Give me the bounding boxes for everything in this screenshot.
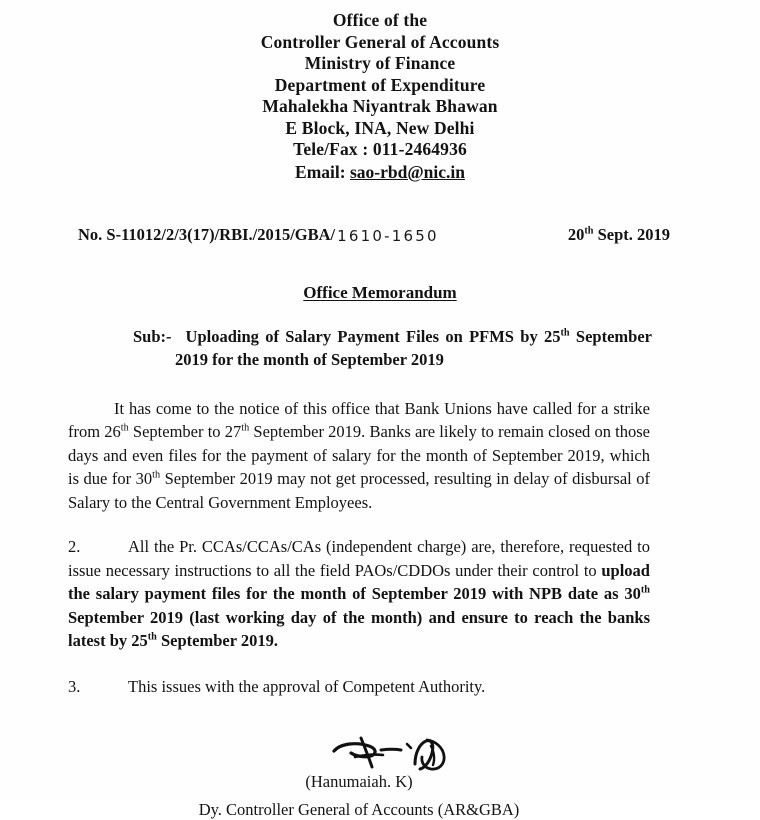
p1-segment-3: September 2019. Banks are likely to remain closed on those days and even files for the payment of salary for the month of September 2019, which is due for 30 [68,422,650,488]
p1-segment-4: September 2019 may not get processed, resulting in delay of disbursal of Salary to the Central Government Employees. [68,469,650,512]
letterhead-line-ministry: Ministry of Finance [0,53,760,75]
document-date [568,225,682,245]
subject-ordinal-suffix: th [561,327,570,338]
p2-bold-instruction-1: upload the salary payment files for the month of September 2019 with NPB date as 30 [68,561,650,604]
reference-number-handwritten: 1610-1650 [335,227,439,245]
paragraph-2 [68,535,650,653]
paragraph-3 [68,675,650,699]
p1-segment-2: September to 27 [129,422,242,441]
p2-ordinal-30th: th [641,585,650,596]
signatory-designation: Dy. Controller General of Accounts (AR&GBA) [68,800,650,820]
reference-row [0,225,760,245]
p2-bold-instruction-2: September 2019 (last working day of the month) and ensure to reach the banks latest by 25 [68,608,650,651]
subject-text-part1: Uploading of Salary Payment Files on PFMS by 25 [186,327,561,346]
date-ordinal-suffix: th [584,225,593,236]
p1-ordinal-27th: th [241,423,249,434]
paragraph-1 [68,397,650,515]
p2-segment-1: All the Pr. CCAs/CCAs/CAs (independent charge) are, therefore, requested to issue necessary instructions to all the field PAOs/CDDOs under their control to [68,537,650,580]
letterhead-line-department: Department of Expenditure [0,75,760,97]
reference-number-printed: No. S-11012/2/3(17)/RBI./2015/GBA/ [78,225,335,244]
p1-segment-1: It has come to the notice of this office that Bank Unions have called for a strike from 26 [68,399,650,442]
date-day: 20 [568,225,585,244]
paragraph-3-number: 3. [68,675,128,699]
date-month-year: Sept. 2019 [593,225,670,244]
page-title [0,283,760,303]
p3-text: This issues with the approval of Competent Authority. [128,677,485,696]
p2-ordinal-25th: th [148,632,157,643]
letterhead [0,0,760,183]
reference-number [78,225,439,245]
paragraph-2-number: 2. [68,535,128,559]
p1-ordinal-26th: th [121,423,129,434]
email-address-link[interactable]: sao-rbd@nic.in [350,162,465,182]
letterhead-line-bhawan: Mahalekha Niyantrak Bhawan [0,96,760,118]
signature-block [68,732,650,820]
letterhead-email-row [0,161,760,183]
subject-text-part2: September 2019 for the month of September 2019 [175,327,652,369]
page-title-text: Office Memorandum [303,283,456,302]
p2-bold-instruction-3: September 2019. [157,631,278,650]
letterhead-line-office: Office of the [0,10,760,32]
subject-label: Sub:- [133,327,186,346]
letterhead-line-address: E Block, INA, New Delhi [0,118,760,140]
document-body [68,397,650,820]
signatory-name: (Hanumaiah. K) [68,772,650,792]
email-label: Email: [295,162,346,182]
letterhead-line-cga: Controller General of Accounts [0,32,760,54]
letterhead-line-telefax: Tele/Fax : 011-2464936 [0,139,760,161]
p1-ordinal-30th: th [152,470,160,481]
subject-line [133,325,652,371]
